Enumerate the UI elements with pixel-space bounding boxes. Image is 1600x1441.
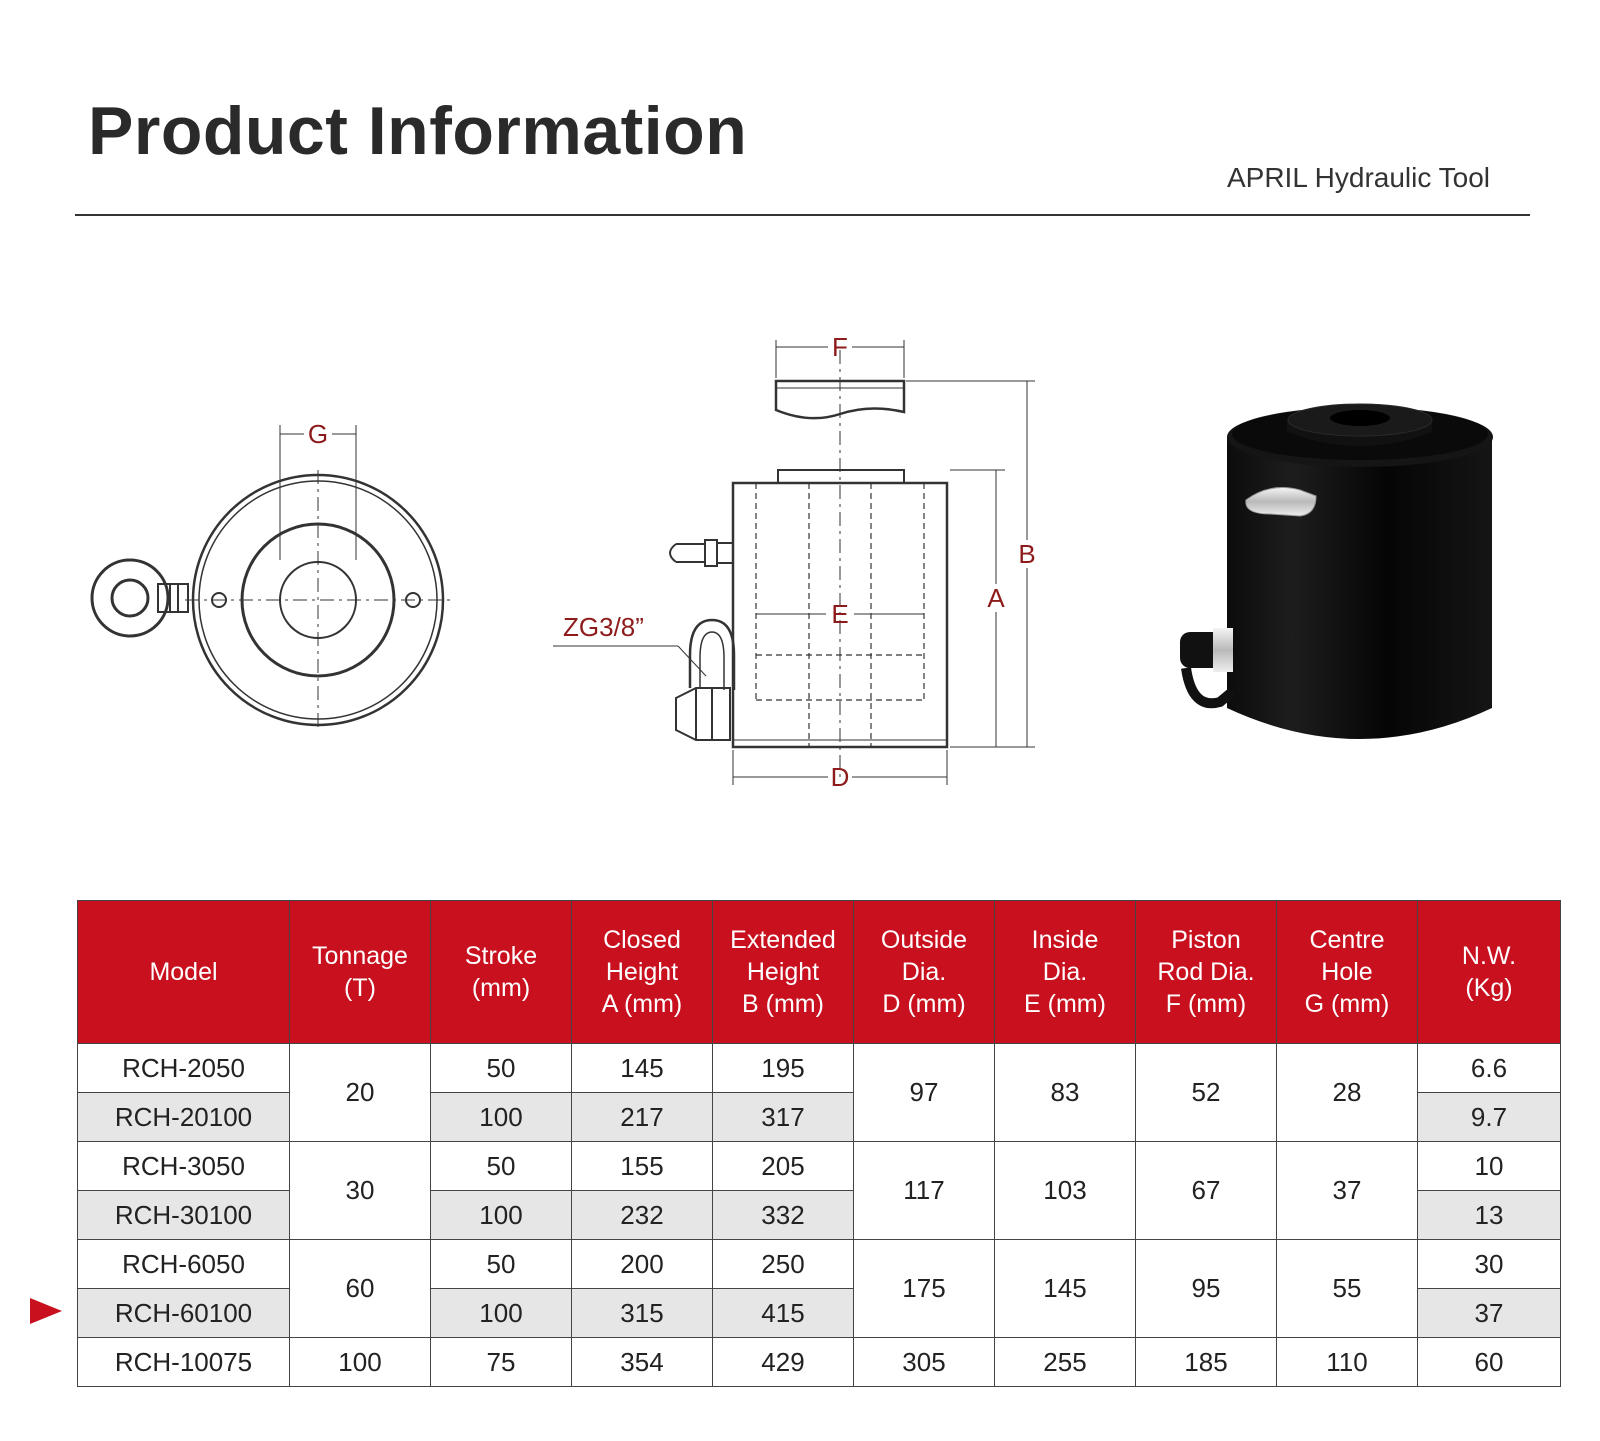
specifications-table — [77, 900, 1561, 1387]
brand-name: APRIL Hydraulic Tool — [1226, 162, 1490, 193]
header-line: Stroke — [464, 942, 538, 970]
model-cell: RCH-2050 — [78, 1044, 290, 1093]
header-line: Closed — [603, 926, 681, 954]
header-line: (Kg) — [1465, 974, 1513, 1002]
net-weight-cell: 37 — [1418, 1289, 1561, 1338]
net-weight-cell: 60 — [1418, 1338, 1561, 1387]
header-line: B (mm) — [742, 990, 824, 1018]
header-line: Piston — [1171, 926, 1241, 954]
stroke-cell: 100 — [431, 1093, 572, 1142]
inside-dia-cell: 145 — [995, 1240, 1136, 1338]
stroke-cell: 50 — [431, 1044, 572, 1093]
stroke-cell: 100 — [431, 1289, 572, 1338]
extended-height-cell: 415 — [713, 1289, 854, 1338]
row-marker-arrow-icon — [30, 1298, 62, 1324]
table-row — [78, 1240, 1561, 1289]
dimension-g-label: G — [307, 419, 329, 449]
centre-hole-cell: 37 — [1277, 1142, 1418, 1240]
page-title: Product Information — [88, 93, 748, 169]
header-line: N.W. — [1461, 942, 1517, 970]
closed-height-cell: 315 — [572, 1289, 713, 1338]
port-size-label: ZG3/8” — [563, 612, 644, 642]
tonnage-cell: 60 — [290, 1240, 431, 1338]
model-cell: RCH-20100 — [78, 1093, 290, 1142]
dimension-e-label: E — [831, 599, 849, 629]
product-image — [1180, 404, 1493, 739]
header-line: Dia. — [1042, 958, 1088, 986]
column-header-closed-height — [572, 901, 713, 1044]
header-line: Rod Dia. — [1157, 958, 1255, 986]
header-divider — [75, 214, 1530, 216]
product-drawings — [0, 300, 1600, 820]
header-line: Centre — [1309, 926, 1385, 954]
table-row — [78, 1142, 1561, 1191]
outside-dia-cell: 117 — [854, 1142, 995, 1240]
header-line: E (mm) — [1024, 990, 1106, 1018]
table-row — [78, 1338, 1561, 1387]
net-weight-cell: 6.6 — [1418, 1044, 1561, 1093]
header-line: (mm) — [471, 974, 531, 1002]
tonnage-cell: 30 — [290, 1142, 431, 1240]
header-line: Tonnage — [312, 942, 408, 970]
tonnage-cell: 20 — [290, 1044, 431, 1142]
extended-height-cell: 317 — [713, 1093, 854, 1142]
column-header-centre-hole — [1277, 901, 1418, 1044]
column-header-stroke — [431, 901, 572, 1044]
tonnage-cell: 100 — [290, 1338, 431, 1387]
header-line: Height — [746, 958, 820, 986]
header-line: Outside — [880, 926, 968, 954]
table-header-row — [78, 901, 1561, 1044]
column-header-tonnage — [290, 901, 431, 1044]
closed-height-cell: 155 — [572, 1142, 713, 1191]
outside-dia-cell: 305 — [854, 1338, 995, 1387]
closed-height-cell: 145 — [572, 1044, 713, 1093]
net-weight-cell: 10 — [1418, 1142, 1561, 1191]
header-line: G (mm) — [1304, 990, 1390, 1018]
header-line: Extended — [730, 926, 836, 954]
header-line: D (mm) — [882, 990, 966, 1018]
inside-dia-cell: 103 — [995, 1142, 1136, 1240]
stroke-cell: 50 — [431, 1142, 572, 1191]
header-line: Height — [605, 958, 679, 986]
closed-height-cell: 217 — [572, 1093, 713, 1142]
column-header-net-weight — [1418, 901, 1561, 1044]
dimension-a-label: A — [987, 583, 1005, 613]
model-cell: RCH-6050 — [78, 1240, 290, 1289]
piston-rod-dia-cell: 185 — [1136, 1338, 1277, 1387]
centre-hole-cell: 110 — [1277, 1338, 1418, 1387]
column-header-piston-rod-dia — [1136, 901, 1277, 1044]
side-view-drawing — [553, 340, 1035, 785]
extended-height-cell: 205 — [713, 1142, 854, 1191]
inside-dia-cell: 83 — [995, 1044, 1136, 1142]
extended-height-cell: 429 — [713, 1338, 854, 1387]
closed-height-cell: 354 — [572, 1338, 713, 1387]
stroke-cell: 50 — [431, 1240, 572, 1289]
header-line: (T) — [344, 974, 376, 1002]
header-line: F (mm) — [1165, 990, 1247, 1018]
extended-height-cell: 195 — [713, 1044, 854, 1093]
table-row — [78, 1044, 1561, 1093]
top-view-drawing — [92, 425, 450, 730]
header-line: Model — [149, 958, 218, 986]
outside-dia-cell: 97 — [854, 1044, 995, 1142]
outside-dia-cell: 175 — [854, 1240, 995, 1338]
piston-rod-dia-cell: 67 — [1136, 1142, 1277, 1240]
closed-height-cell: 200 — [572, 1240, 713, 1289]
centre-hole-cell: 55 — [1277, 1240, 1418, 1338]
header-line: A (mm) — [601, 990, 683, 1018]
dimension-b-label: B — [1018, 539, 1036, 569]
piston-rod-dia-cell: 95 — [1136, 1240, 1277, 1338]
column-header-inside-dia — [995, 901, 1136, 1044]
closed-height-cell: 232 — [572, 1191, 713, 1240]
extended-height-cell: 250 — [713, 1240, 854, 1289]
column-header-extended-height — [713, 901, 854, 1044]
dimension-d-label: D — [830, 762, 850, 792]
header-line: Inside — [1031, 926, 1099, 954]
stroke-cell: 100 — [431, 1191, 572, 1240]
stroke-cell: 75 — [431, 1338, 572, 1387]
dimension-f-label: F — [832, 332, 848, 362]
extended-height-cell: 332 — [713, 1191, 854, 1240]
column-header-outside-dia — [854, 901, 995, 1044]
model-cell: RCH-60100 — [78, 1289, 290, 1338]
model-cell: RCH-30100 — [78, 1191, 290, 1240]
net-weight-cell: 13 — [1418, 1191, 1561, 1240]
piston-rod-dia-cell: 52 — [1136, 1044, 1277, 1142]
model-cell: RCH-3050 — [78, 1142, 290, 1191]
centre-hole-cell: 28 — [1277, 1044, 1418, 1142]
net-weight-cell: 9.7 — [1418, 1093, 1561, 1142]
header-line: Hole — [1321, 958, 1373, 986]
inside-dia-cell: 255 — [995, 1338, 1136, 1387]
net-weight-cell: 30 — [1418, 1240, 1561, 1289]
header-line: Dia. — [901, 958, 947, 986]
column-header-model — [78, 901, 290, 1044]
model-cell: RCH-10075 — [78, 1338, 290, 1387]
